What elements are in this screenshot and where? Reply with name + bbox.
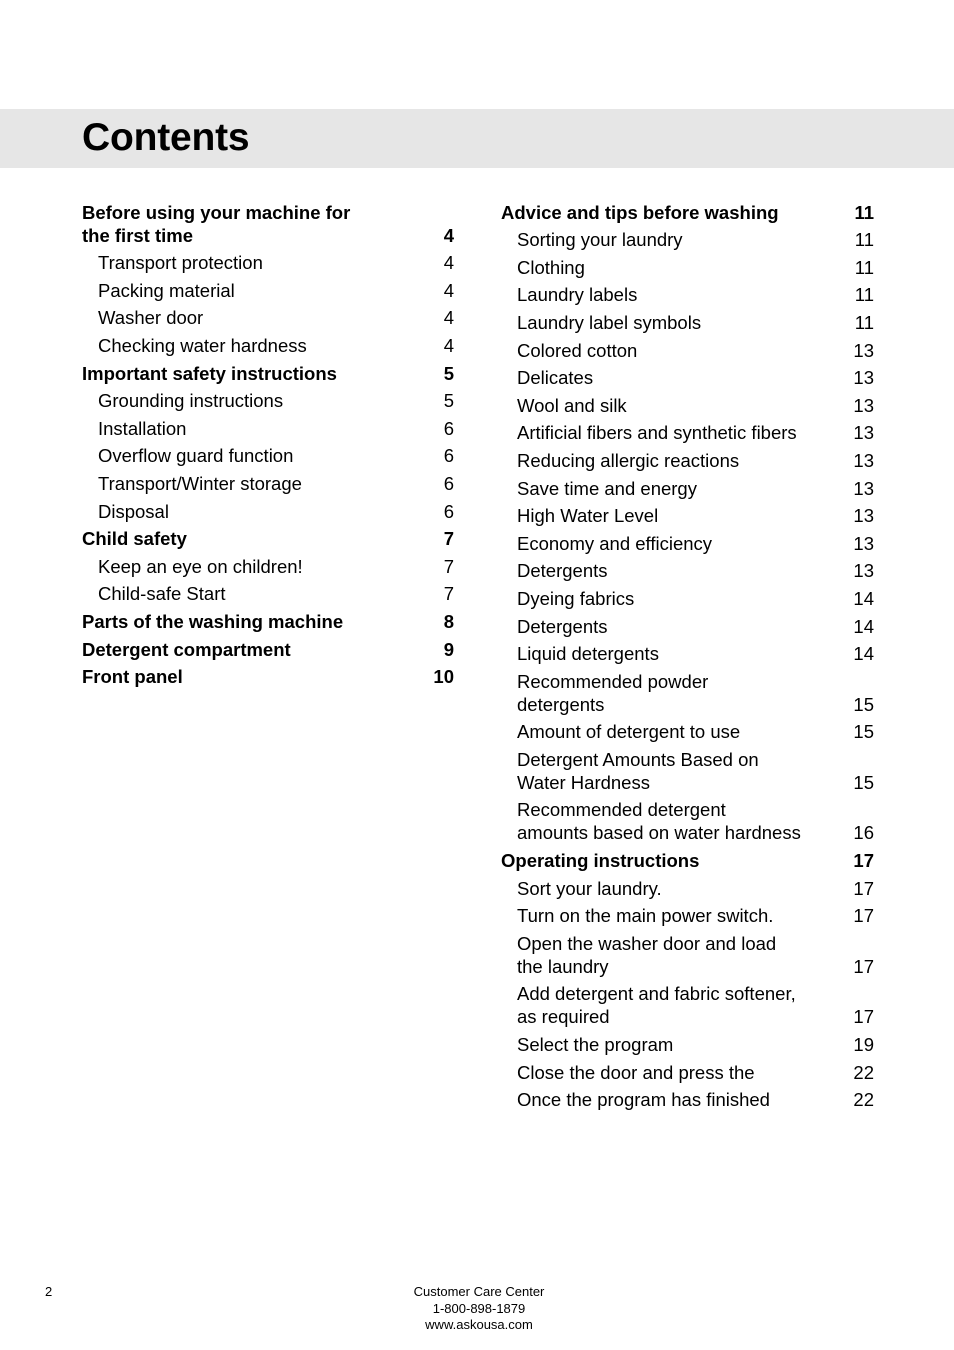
toc-subsection-entry[interactable] bbox=[82, 329, 454, 357]
toc-entry-title: Open the washer door and load the laundry bbox=[517, 932, 777, 977]
toc-section-entry[interactable] bbox=[82, 196, 454, 247]
toc-entry-page: 17 bbox=[853, 1006, 874, 1028]
toc-subsection-entry[interactable] bbox=[501, 743, 874, 794]
toc-section-entry[interactable] bbox=[501, 844, 874, 872]
toc-entry-page: 11 bbox=[854, 256, 874, 278]
toc-entry-page: 11 bbox=[854, 201, 874, 223]
toc-entry-page: 13 bbox=[853, 339, 874, 361]
toc-entry-title: Save time and energy bbox=[517, 477, 697, 499]
toc-subsection-entry[interactable] bbox=[82, 412, 454, 440]
toc-left-column bbox=[82, 196, 454, 688]
toc-entry-page: 4 bbox=[443, 307, 454, 329]
toc-entry-page: 16 bbox=[853, 822, 874, 844]
toc-entry-title: Recommended powder detergents bbox=[517, 670, 709, 715]
toc-entry-title: Detergent Amounts Based on Water Hardness bbox=[517, 748, 759, 793]
toc-entry-page: 17 bbox=[853, 955, 874, 977]
toc-entry-page: 22 bbox=[853, 1061, 874, 1083]
toc-section-entry[interactable] bbox=[501, 196, 874, 224]
toc-entry-page: 11 bbox=[854, 311, 874, 333]
toc-section-entry[interactable] bbox=[82, 633, 454, 661]
toc-entry-page: 13 bbox=[853, 367, 874, 389]
toc-entry-title: Select the program bbox=[517, 1034, 674, 1056]
toc-entry-title: Laundry label symbols bbox=[517, 311, 702, 333]
toc-subsection-entry[interactable] bbox=[501, 794, 874, 845]
toc-subsection-entry[interactable] bbox=[501, 362, 874, 390]
toc-subsection-entry[interactable] bbox=[82, 578, 454, 606]
toc-subsection-entry[interactable] bbox=[501, 610, 874, 638]
toc-entry-title: Child-safe Start bbox=[98, 583, 226, 605]
toc-entry-page: 11 bbox=[854, 229, 874, 251]
toc-entry-title: High Water Level bbox=[517, 505, 659, 527]
footer-line-2: 1-800-898-1879 bbox=[432, 1300, 526, 1316]
toc-entry-page: 6 bbox=[443, 445, 454, 467]
toc-subsection-entry[interactable] bbox=[82, 495, 454, 523]
toc-entry-title: Transport/Winter storage bbox=[98, 472, 302, 494]
toc-entry-title: Packing material bbox=[98, 279, 235, 301]
toc-entry-title: Artificial fibers and synthetic fibers bbox=[517, 422, 797, 444]
toc-entry-page: 4 bbox=[443, 334, 454, 356]
toc-entry-page: 13 bbox=[853, 532, 874, 554]
toc-entry-page: 7 bbox=[443, 583, 454, 605]
toc-entry-page: 13 bbox=[853, 449, 874, 471]
toc-subsection-entry[interactable] bbox=[501, 665, 874, 716]
toc-subsection-entry[interactable] bbox=[501, 417, 874, 445]
toc-entry-title: Laundry labels bbox=[517, 284, 638, 306]
toc-subsection-entry[interactable] bbox=[501, 334, 874, 362]
toc-entry-title: Economy and efficiency bbox=[517, 532, 713, 554]
toc-entry-page: 13 bbox=[853, 505, 874, 527]
toc-entry-page: 6 bbox=[443, 417, 454, 439]
toc-subsection-entry[interactable] bbox=[501, 638, 874, 666]
toc-subsection-entry[interactable] bbox=[501, 527, 874, 555]
toc-subsection-entry[interactable] bbox=[501, 978, 874, 1029]
title-band bbox=[0, 109, 954, 168]
toc-subsection-entry[interactable] bbox=[501, 472, 874, 500]
toc-entry-title: Wool and silk bbox=[517, 394, 627, 416]
toc-entry-title: Dyeing fabrics bbox=[517, 587, 635, 609]
toc-subsection-entry[interactable] bbox=[82, 440, 454, 468]
toc-entry-page: 22 bbox=[853, 1089, 874, 1111]
toc-subsection-entry[interactable] bbox=[501, 444, 874, 472]
toc-entry-title: Close the door and press the bbox=[517, 1061, 755, 1083]
toc-entry-page: 14 bbox=[853, 587, 874, 609]
toc-subsection-entry[interactable] bbox=[501, 1028, 874, 1056]
toc-entry-page: 6 bbox=[443, 500, 454, 522]
toc-subsection-entry[interactable] bbox=[82, 550, 454, 578]
toc-entry-title: Detergent compartment bbox=[82, 638, 291, 660]
toc-entry-page: 15 bbox=[853, 693, 874, 715]
toc-entry-title: Once the program has finished bbox=[517, 1089, 770, 1111]
toc-entry-title: Turn on the main power switch. bbox=[517, 905, 774, 927]
toc-subsection-entry[interactable] bbox=[501, 251, 874, 279]
toc-entry-title: Keep an eye on children! bbox=[98, 555, 303, 577]
toc-subsection-entry[interactable] bbox=[501, 224, 874, 252]
toc-entry-title: Installation bbox=[98, 417, 187, 439]
toc-entry-title: Operating instructions bbox=[501, 850, 700, 872]
toc-entry-title: Detergents bbox=[517, 615, 608, 637]
toc-section-entry[interactable] bbox=[82, 661, 454, 689]
toc-subsection-entry[interactable] bbox=[82, 247, 454, 275]
toc-section-entry[interactable] bbox=[82, 357, 454, 385]
toc-entry-page: 14 bbox=[853, 615, 874, 637]
toc-entry-title: Checking water hardness bbox=[98, 334, 307, 356]
toc-entry-title: Child safety bbox=[82, 528, 187, 550]
toc-entry-title: Front panel bbox=[82, 666, 183, 688]
toc-subsection-entry[interactable] bbox=[501, 500, 874, 528]
toc-entry-page: 17 bbox=[853, 905, 874, 927]
toc-subsection-entry[interactable] bbox=[501, 1056, 874, 1084]
toc-entry-page: 7 bbox=[443, 555, 454, 577]
toc-subsection-entry[interactable] bbox=[501, 279, 874, 307]
toc-entry-title: Before using your machine for the first time bbox=[82, 201, 351, 246]
toc-entry-title: Important safety instructions bbox=[82, 362, 337, 384]
toc-subsection-entry[interactable] bbox=[501, 927, 874, 978]
toc-subsection-entry[interactable] bbox=[501, 1084, 874, 1112]
toc-entry-title: Detergents bbox=[517, 560, 608, 582]
toc-entry-page: 4 bbox=[443, 279, 454, 301]
toc-subsection-entry[interactable] bbox=[82, 274, 454, 302]
toc-entry-title: Amount of detergent to use bbox=[517, 721, 741, 743]
toc-entry-title: Clothing bbox=[517, 256, 585, 278]
toc-subsection-entry[interactable] bbox=[501, 872, 874, 900]
page-title: Contents bbox=[82, 116, 250, 159]
toc-entry-page: 15 bbox=[853, 721, 874, 743]
footer-line-3: www.askousa.com bbox=[425, 1317, 533, 1332]
toc-subsection-entry[interactable] bbox=[82, 302, 454, 330]
toc-subsection-entry[interactable] bbox=[501, 555, 874, 583]
toc-subsection-entry[interactable] bbox=[82, 467, 454, 495]
toc-subsection-entry[interactable] bbox=[501, 582, 874, 610]
toc-section-entry[interactable] bbox=[82, 605, 454, 633]
toc-section-entry[interactable] bbox=[82, 523, 454, 551]
footer-line-1: Customer Care Center bbox=[413, 1284, 545, 1299]
toc-entry-page: 17 bbox=[853, 877, 874, 899]
toc-entry-page: 13 bbox=[853, 394, 874, 416]
toc-entry-title: Grounding instructions bbox=[98, 390, 284, 412]
toc-entry-page: 6 bbox=[443, 472, 454, 494]
toc-entry-page: 4 bbox=[443, 252, 454, 274]
toc-entry-title: Liquid detergents bbox=[517, 643, 659, 665]
toc-entry-page: 5 bbox=[443, 362, 454, 384]
toc-entry-page: 15 bbox=[853, 771, 874, 793]
toc-subsection-entry[interactable] bbox=[501, 900, 874, 928]
toc-subsection-entry[interactable] bbox=[82, 385, 454, 413]
toc-entry-title: Add detergent and fabric softener, as required bbox=[517, 983, 796, 1028]
toc-entry-title: Advice and tips before washing bbox=[501, 201, 779, 223]
toc-subsection-entry[interactable] bbox=[501, 389, 874, 417]
toc-entry-page: 9 bbox=[443, 638, 454, 660]
toc-entry-title: Disposal bbox=[98, 500, 169, 522]
toc-entry-page: 17 bbox=[853, 850, 874, 872]
toc-entry-page: 5 bbox=[443, 390, 454, 412]
toc-entry-page: 8 bbox=[443, 610, 454, 632]
toc-entry-title: Parts of the washing machine bbox=[82, 610, 344, 632]
toc-entry-title: Overflow guard function bbox=[98, 445, 294, 467]
toc-entry-page: 7 bbox=[443, 528, 454, 550]
toc-entry-page: 13 bbox=[853, 560, 874, 582]
toc-entry-title: Transport protection bbox=[98, 252, 263, 274]
toc-entry-page: 4 bbox=[443, 224, 454, 246]
toc-entry-page: 19 bbox=[853, 1034, 874, 1056]
footer-contact bbox=[329, 1284, 629, 1334]
toc-subsection-entry[interactable] bbox=[501, 306, 874, 334]
toc-entry-title: Recommended detergent amounts based on water hardness bbox=[517, 799, 801, 844]
toc-entry-title: Reducing allergic reactions bbox=[517, 449, 740, 471]
toc-entry-title: Sorting your laundry bbox=[517, 229, 683, 251]
toc-entry-title: Sort your laundry. bbox=[517, 877, 662, 899]
toc-entry-title: Delicates bbox=[517, 367, 594, 389]
toc-entry-page: 14 bbox=[853, 643, 874, 665]
toc-entry-page: 13 bbox=[853, 477, 874, 499]
toc-subsection-entry[interactable] bbox=[501, 716, 874, 744]
page-number: 2 bbox=[45, 1284, 53, 1299]
toc-entry-page: 13 bbox=[853, 422, 874, 444]
toc-right-column bbox=[501, 196, 874, 1111]
toc-entry-page: 11 bbox=[854, 284, 874, 306]
toc-entry-title: Colored cotton bbox=[517, 339, 638, 361]
toc-entry-title: Washer door bbox=[98, 307, 204, 329]
toc-entry-page: 10 bbox=[433, 666, 454, 688]
